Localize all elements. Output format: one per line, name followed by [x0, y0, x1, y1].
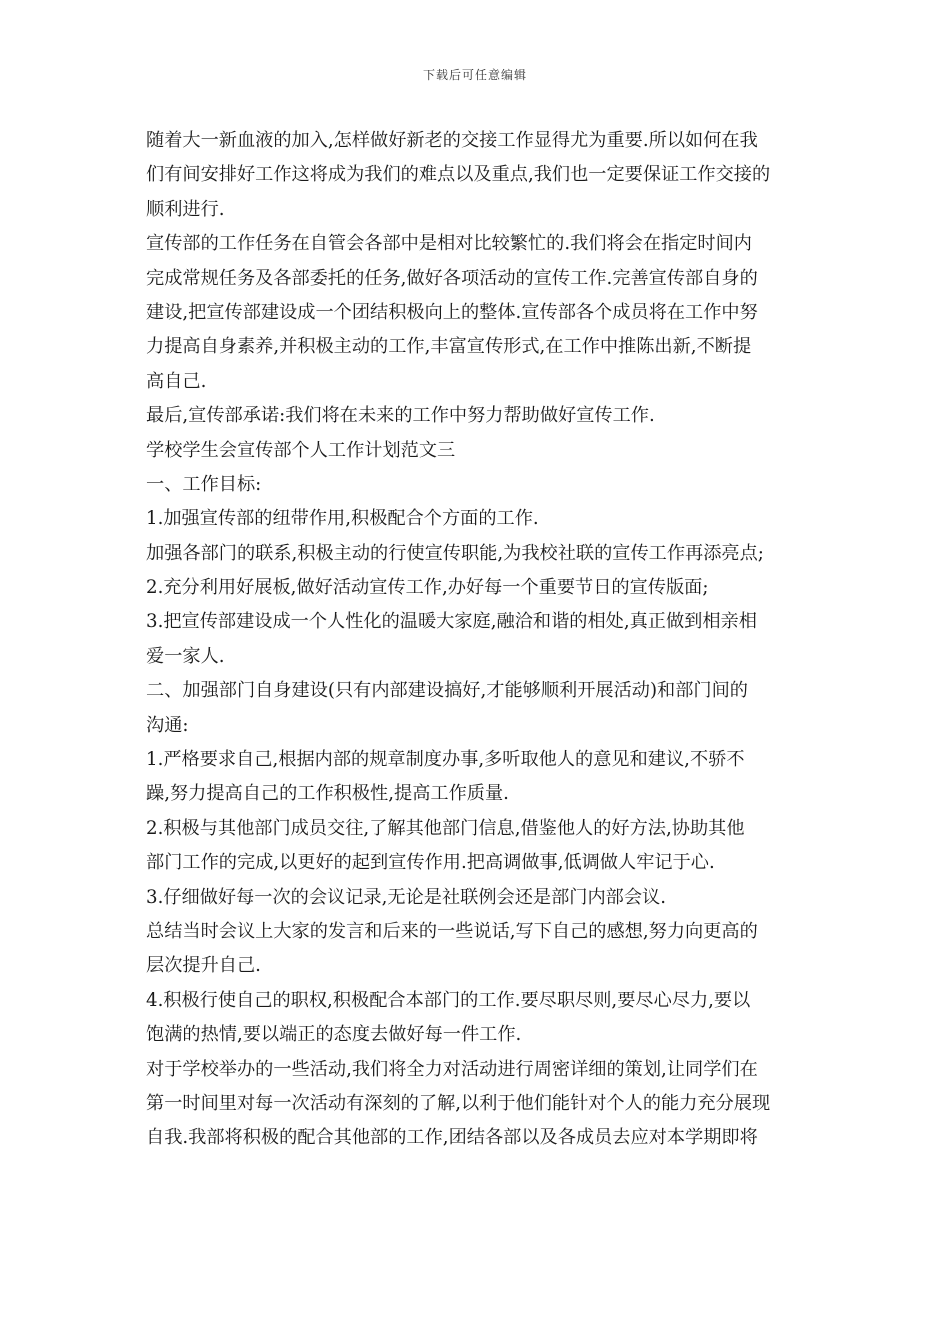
text-line: 饱满的热情,要以端正的态度去做好每一件工作.: [146, 1024, 522, 1046]
text-line: 4.积极行使自己的职权,积极配合本部门的工作.要尽职尽则,要尽心尽力,要以: [146, 989, 751, 1011]
text-line: 3.把宣传部建设成一个人性化的温暖大家庭,融洽和谐的相处,真正做到相亲相: [146, 611, 757, 633]
text-line: 宣传部的工作任务在自管会各部中是相对比较繁忙的.我们将会在指定时间内: [146, 233, 752, 255]
text-line: 对于学校举办的一些活动,我们将全力对活动进行周密详细的策划,让同学们在: [146, 1058, 758, 1080]
text-line: 完成常规任务及各部委托的任务,做好各项活动的宣传工作.完善宣传部自身的: [146, 267, 758, 289]
section-heading: 一、工作目标:: [146, 473, 262, 495]
text-line: 2.积极与其他部门成员交往,了解其他部门信息,借鉴他人的好方法,协助其他: [146, 817, 745, 839]
text-line: 躁,努力提高自己的工作积极性,提高工作质量.: [146, 783, 509, 805]
text-line: 高自己.: [146, 370, 207, 392]
text-line: 力提高自身素养,并积极主动的工作,丰富宣传形式,在工作中推陈出新,不断提: [146, 336, 752, 358]
section-heading: 沟通:: [146, 714, 189, 736]
text-line: 1.加强宣传部的纽带作用,积极配合个方面的工作.: [146, 508, 539, 530]
text-line: 第一时间里对每一次活动有深刻的了解,以利于他们能针对个人的能力充分展现: [146, 1092, 771, 1114]
text-line: 层次提升自己.: [146, 955, 261, 977]
text-line: 顺利进行.: [146, 198, 225, 220]
text-line: 加强各部门的联系,积极主动的行使宣传职能,为我校社联的宣传工作再添亮点;: [146, 542, 764, 564]
text-line: 随着大一新血液的加入,怎样做好新老的交接工作显得尤为重要.所以如何在我: [146, 130, 758, 151]
page-header: 下载后可任意编辑: [422, 68, 527, 82]
text-line: 总结当时会议上大家的发言和后来的一些说话,写下自己的感想,努力向更高的: [146, 920, 758, 942]
text-line: 3.仔细做好每一次的会议记录,无论是社联例会还是部门内部会议.: [146, 886, 666, 908]
text-line: 爱一家人.: [146, 645, 225, 667]
text-line: 自我.我部将积极的配合其他部的工作,团结各部以及各成员去应对本学期即将: [146, 1127, 758, 1149]
text-line: 部门工作的完成,以更好的起到宣传作用.把高调做事,低调做人牢记于心.: [146, 852, 715, 874]
text-line: 1.严格要求自己,根据内部的规章制度办事,多听取他人的意见和建议,不骄不: [146, 749, 745, 771]
text-line: 最后,宣传部承诺:我们将在未来的工作中努力帮助做好宣传工作.: [146, 405, 655, 427]
text-line: 2.充分利用好展板,做好活动宣传工作,办好每一个重要节日的宣传版面;: [146, 577, 709, 599]
text-line: 们有间安排好工作这将成为我们的难点以及重点,我们也一定要保证工作交接的: [146, 164, 771, 186]
text-line: 建设,把宣传部建设成一个团结积极向上的整体.宣传部各个成员将在工作中努: [146, 301, 758, 323]
section-heading: 学校学生会宣传部个人工作计划范文三: [146, 439, 456, 461]
section-heading: 二、加强部门自身建设(只有内部建设搞好,才能够顺利开展活动)和部门间的: [146, 680, 748, 702]
document-body: [146, 124, 814, 1156]
